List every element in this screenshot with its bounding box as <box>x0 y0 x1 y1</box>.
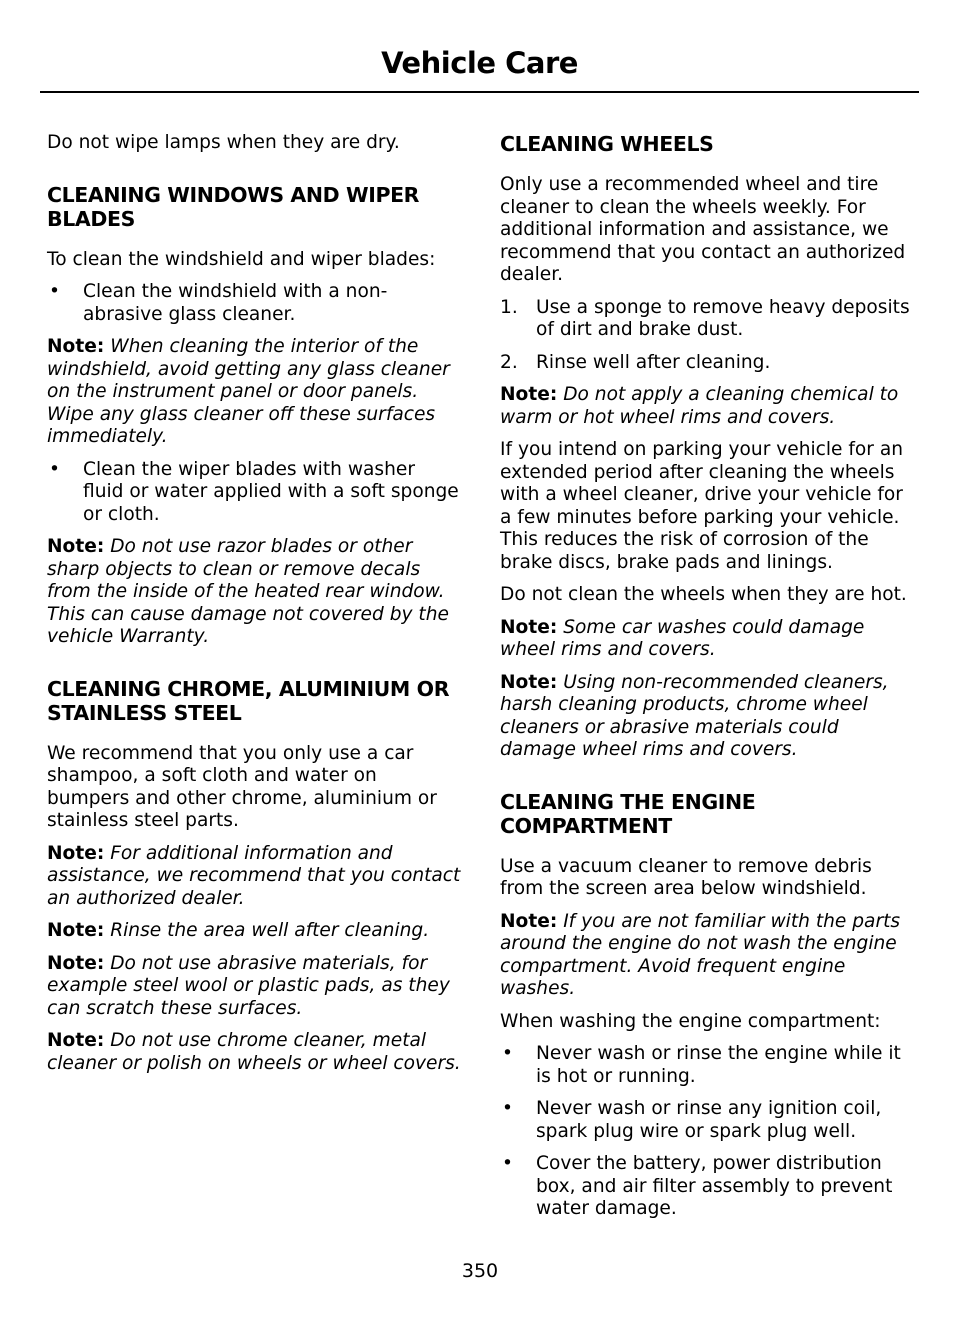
wheels-section-heading: CLEANING WHEELS <box>500 132 714 156</box>
windows-lead-paragraph: To clean the windshield and wiper blades: <box>47 248 436 270</box>
note-text: For additional information and assistance, we recommend that you contact an authorized dealer. <box>47 842 461 909</box>
note <box>47 920 461 943</box>
chrome-section-heading: CLEANING CHROME, ALUMINIUM OR STAINLESS STEEL <box>47 676 450 725</box>
list-item-text: Rinse well after cleaning. <box>536 351 771 373</box>
bullet-marker: • <box>502 1098 513 1119</box>
list-item-text: Clean the windshield with a non-abrasive glass cleaner. <box>83 281 388 325</box>
note-label: Note: <box>500 616 558 638</box>
list-item-text: Use a sponge to remove heavy deposits of dirt and brake dust. <box>536 296 910 340</box>
note-text: If you are not familiar with the parts around the engine do not wash the engine compartment. Avoid frequent engine washes. <box>500 910 901 999</box>
header-divider <box>40 91 919 93</box>
lamps-paragraph: Do not wipe lamps when they are dry. <box>47 132 400 153</box>
note-label: Note: <box>500 910 558 932</box>
note-text: Rinse the area well after cleaning. <box>110 920 430 941</box>
chrome-body-paragraph: We recommend that you only use a car shampoo, a soft cloth and water on bumpers and other chrome, aluminium or stainless steel parts. <box>47 742 437 831</box>
page-title: Vehicle Care <box>381 46 578 80</box>
note-text: Using non-recommended cleaners, harsh cleaning products, chrome wheel cleaners or abrasive materials could damage wheel rims and covers. <box>500 671 889 760</box>
list-item <box>500 352 914 375</box>
list-item <box>500 297 914 342</box>
right-column <box>500 132 914 1231</box>
list-item <box>47 281 461 326</box>
engine-lead-paragraph: When washing the engine compartment: <box>500 1010 881 1032</box>
list-item-text: Never wash or rinse any ignition coil, spark plug wire or spark plug well. <box>536 1098 882 1142</box>
note-label: Note: <box>47 952 105 974</box>
note-label: Note: <box>500 384 558 405</box>
note-label: Note: <box>47 536 105 557</box>
step-number: 2. <box>500 351 518 373</box>
note <box>47 1030 461 1075</box>
wheels-body-paragraph: Only use a recommended wheel and tire cleaner to clean the wheels weekly. For additional information and assistance, we recommend that you contact an authorized dealer. <box>500 174 906 285</box>
windows-section-heading: CLEANING WINDOWS AND WIPER BLADES <box>47 182 420 231</box>
engine-section-heading: CLEANING THE ENGINE COMPARTMENT <box>500 789 756 838</box>
list-item <box>500 1098 914 1143</box>
note-label: Note: <box>47 336 105 357</box>
note <box>500 384 914 429</box>
note-text: Do not use chrome cleaner, metal cleaner or polish on wheels or wheel covers. <box>47 1030 461 1074</box>
bullet-marker: • <box>49 281 60 302</box>
note <box>500 672 914 762</box>
note <box>47 536 461 649</box>
list-item <box>47 459 461 527</box>
list-item <box>500 1043 914 1088</box>
list-item-text: Cover the battery, power distribution box, and air filter assembly to prevent water damage. <box>536 1153 893 1219</box>
list-item <box>500 1153 914 1221</box>
note-label: Note: <box>47 842 105 864</box>
note <box>500 911 914 1001</box>
bullet-marker: • <box>502 1043 513 1064</box>
note-text: When cleaning the interior of the windshield, avoid getting any glass cleaner on the instrument panel or door panels. Wipe any glass cleaner off these surfaces immediately. <box>47 336 450 447</box>
wheels-hot-paragraph: Do not clean the wheels when they are hot. <box>500 584 907 605</box>
list-item-text: Never wash or rinse the engine while it is hot or running. <box>536 1043 901 1087</box>
page-number: 350 <box>461 1260 499 1282</box>
note-text: Some car washes could damage wheel rims and covers. <box>500 616 865 660</box>
note-label: Note: <box>500 671 558 693</box>
note-text: Do not use abrasive materials, for example steel wool or plastic pads, as they can scratch these surfaces. <box>47 952 450 1019</box>
left-column <box>47 132 461 1085</box>
list-item-text: Clean the wiper blades with washer fluid or water applied with a soft sponge or cloth. <box>83 458 459 525</box>
note <box>47 336 461 449</box>
engine-body-paragraph: Use a vacuum cleaner to remove debris from the screen area below windshield. <box>500 855 872 899</box>
note <box>47 843 461 911</box>
step-number: 1. <box>500 296 518 318</box>
note-label: Note: <box>47 1030 105 1051</box>
note <box>47 953 461 1021</box>
wheels-parking-paragraph: If you intend on parking your vehicle for an extended period after cleaning the wheels with a wheel cleaner, drive your vehicle for a few minutes before parking your vehicle. This reduces the risk of corrosion of the brake discs, brake pads and linings. <box>500 439 904 573</box>
bullet-marker: • <box>49 458 60 480</box>
note <box>500 617 914 662</box>
bullet-marker: • <box>502 1153 513 1174</box>
note-text: Do not apply a cleaning chemical to warm or hot wheel rims and covers. <box>500 384 899 428</box>
note-label: Note: <box>47 920 105 941</box>
note-text: Do not use razor blades or other sharp objects to clean or remove decals from the inside of the heated rear window. This can cause damage not covered by the vehicle Warranty. <box>47 536 449 647</box>
